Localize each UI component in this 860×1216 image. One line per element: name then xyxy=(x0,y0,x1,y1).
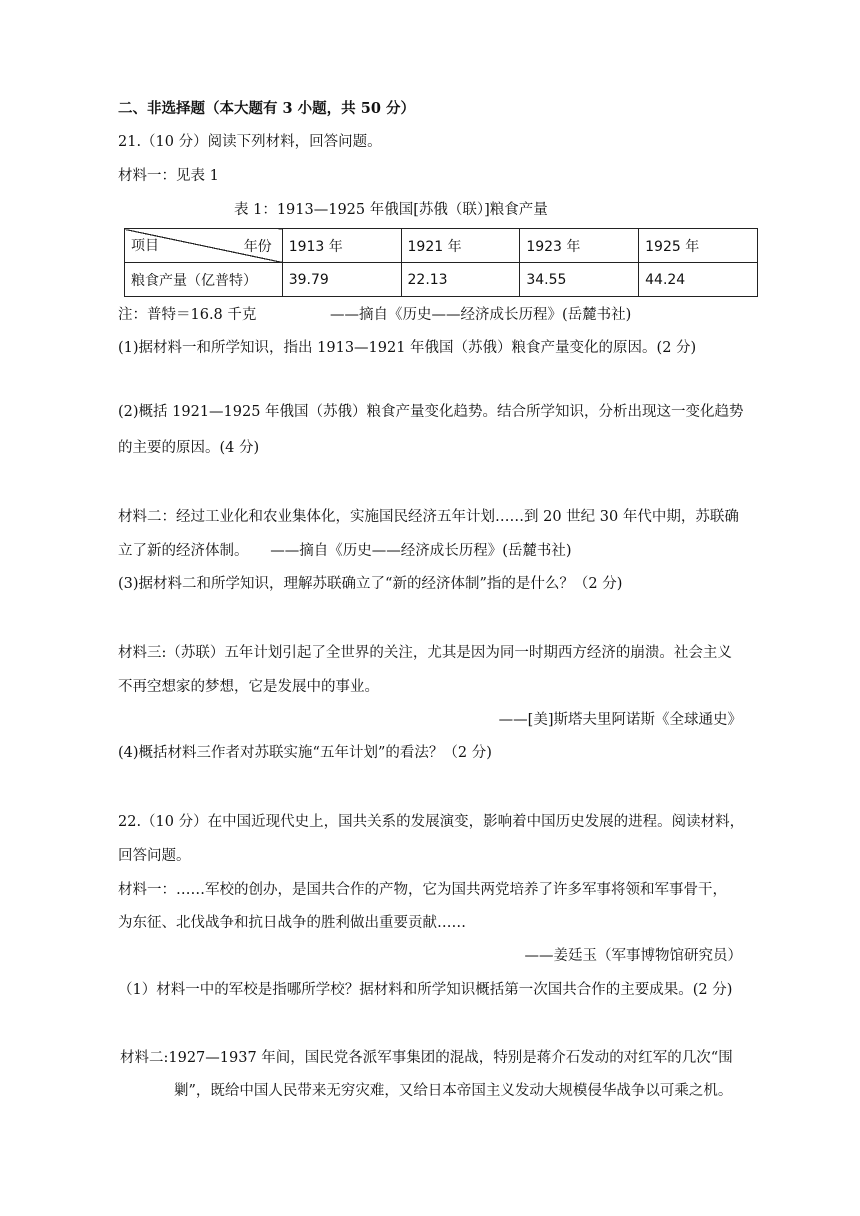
q22-material2-line1: 材料二:1927—1937 年间，国民党各派军事集团的混战，特别是蒋介石发动的对红军的几次“围 xyxy=(120,1050,733,1066)
q21-material2-line1: 材料二：经过工业化和农业集体化，实施国民经济五年计划……到 20 世纪 30 年代中期，苏联确 xyxy=(118,509,739,525)
table-year-cell: 1921 年 xyxy=(401,229,520,263)
table-row-label: 粮食产量（亿普特） xyxy=(125,263,283,297)
q21-material1-label: 材料一：见表 1 xyxy=(118,168,219,184)
table-title: 表 1：1913—1925 年俄国[苏俄（联）]粮食产量 xyxy=(234,202,548,218)
q21-question2-line1: (2)概括 1921—1925 年俄国（苏俄）粮食产量变化趋势。结合所学知识，分析出现这一变化趋势 xyxy=(118,404,744,420)
table-value-cell: 44.24 xyxy=(639,263,758,297)
q21-material3-source: ——[美]斯塔夫里阿诺斯《全球通史》 xyxy=(498,712,742,728)
q21-question2-line2: 的主要的原因。(4 分) xyxy=(118,440,260,456)
q21-question3: (3)据材料二和所学知识，理解苏联确立了“新的经济体制”指的是什么？（2 分) xyxy=(118,576,623,592)
table-year-cell: 1923 年 xyxy=(520,229,639,263)
q21-material3-line1: 材料三:（苏联）五年计划引起了全世界的关注，尤其是因为同一时期西方经济的崩溃。社会主义 xyxy=(118,645,732,661)
q22-material1-source: ——姜廷玉（军事博物馆研究员） xyxy=(524,948,742,964)
q21-question4: (4)概括材料三作者对苏联实施“五年计划”的看法？（2 分) xyxy=(118,745,492,761)
table-note: 注：普特＝16.8 千克 xyxy=(118,307,257,323)
table-header-item-label: 项目 xyxy=(131,238,159,254)
q21-intro: 21.（10 分）阅读下列材料，回答问题。 xyxy=(118,134,382,150)
table-header-row xyxy=(125,229,758,263)
table-year-cell: 1913 年 xyxy=(282,229,401,263)
q22-material1-line2: 为东征、北伐战争和抗日战争的胜利做出重要贡献…… xyxy=(118,915,466,931)
q21-material2-line2: 立了新的经济体制。 ——摘自《历史——经济成长历程》(岳麓书社) xyxy=(118,543,572,559)
grain-output-table xyxy=(124,228,758,297)
q21-material3-line2: 不再空想家的梦想，它是发展中的事业。 xyxy=(118,679,379,695)
q22-material2-line2: 剿”，既给中国人民带来无穷灾难，又给日本帝国主义发动大规模侵华战争以可乘之机。 xyxy=(174,1083,733,1099)
q22-material1-line1: 材料一：……军校的创办，是国共合作的产物，它为国共两党培养了许多军事将领和军事骨干， xyxy=(118,882,727,898)
table-row xyxy=(125,263,758,297)
table-header-year-label: 年份 xyxy=(243,239,272,255)
q22-intro-line1: 22.（10 分）在中国近现代史上，国共关系的发展演变，影响着中国历史发展的进程。阅读材料， xyxy=(118,814,745,830)
q21-question1: (1)据材料一和所学知识，指出 1913—1921 年俄国（苏俄）粮食产量变化的原因。(2 分) xyxy=(118,340,697,356)
table-header-diagonal-cell xyxy=(125,229,283,263)
section-heading: 二、非选择题（本大题有 3 小题，共 50 分） xyxy=(118,100,415,117)
table-value-cell: 34.55 xyxy=(520,263,639,297)
table-value-cell: 22.13 xyxy=(401,263,520,297)
table-note-source: ——摘自《历史——经济成长历程》(岳麓书社) xyxy=(330,307,632,323)
q22-intro-line2: 回答问题。 xyxy=(118,848,191,864)
table-year-cell: 1925 年 xyxy=(639,229,758,263)
q22-question1: （1）材料一中的军校是指哪所学校？据材料和所学知识概括第一次国共合作的主要成果。(2 分) xyxy=(118,982,733,998)
table-value-cell: 39.79 xyxy=(282,263,401,297)
